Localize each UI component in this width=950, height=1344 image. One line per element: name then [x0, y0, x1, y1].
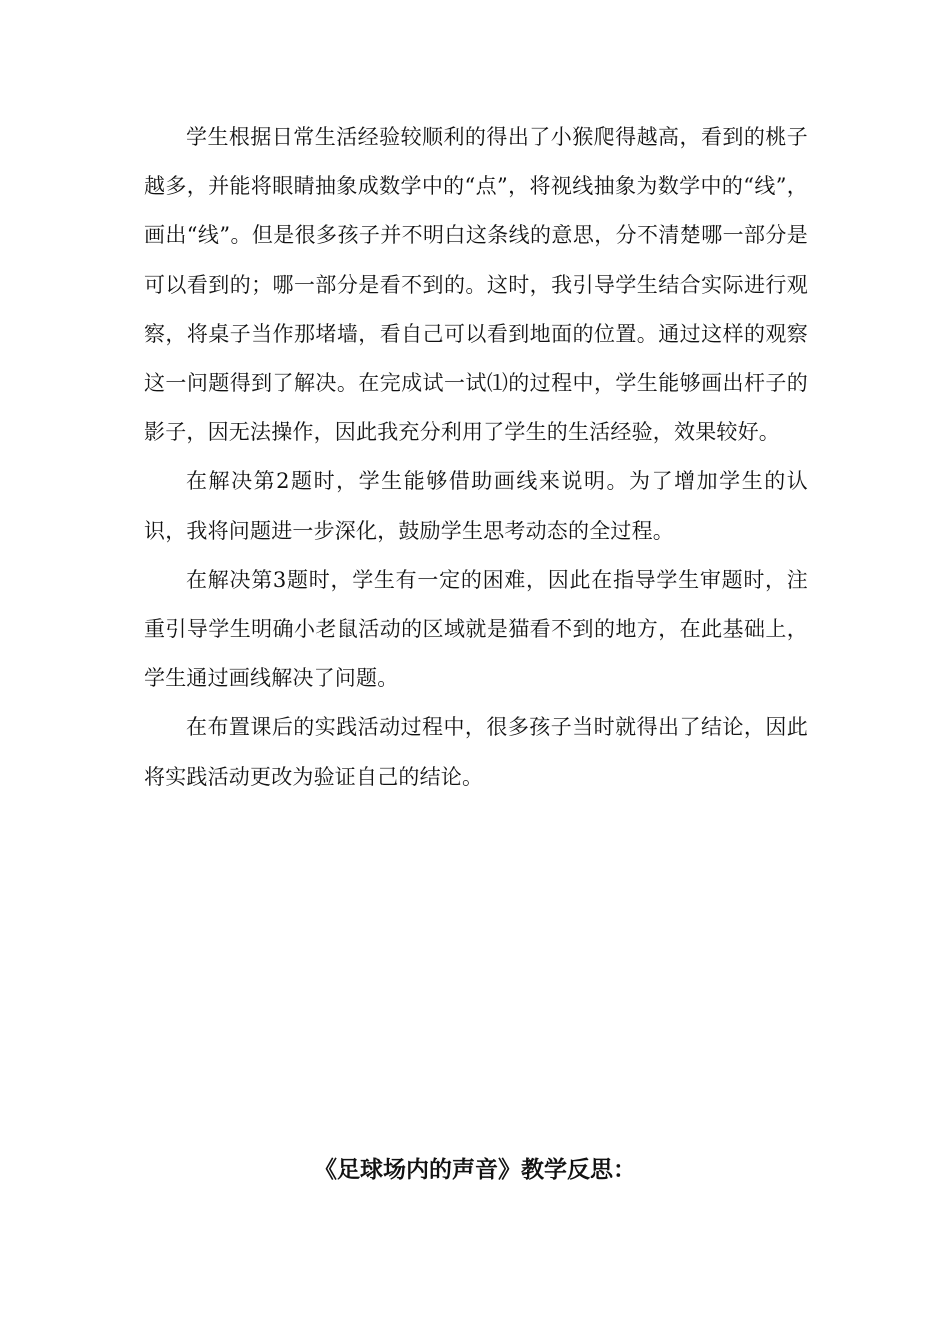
paragraph: 学生根据日常生活经验较顺利的得出了小猴爬得越高，看到的桃子越多，并能将眼睛抽象成数学中的“点”，将视线抽象为数学中的“线”，画出“线”。但是很多孩子并不明白这条线的意思，分不清楚哪一部分是可以看到的；哪一部分是看不到的。这时，我引导学生结合实际进行观察，将桌子当作那堵墙，看自己可以看到地面的位置。通过这样的观察这一问题得到了解决。在完成试一试⑴的过程中，学生能够画出杆子的影子，因无法操作，因此我充分利用了学生的生活经验，效果较好。 — [144, 125, 808, 445]
paragraph: 在解决第3题时，学生有一定的困难，因此在指导学生审题时，注重引导学生明确小老鼠活动的区域就是猫看不到的地方，在此基础上，学生通过画线解决了问题。 — [144, 567, 808, 691]
section-title: 《足球场内的声音》教学反思： — [314, 1156, 636, 1183]
body-text — [144, 113, 808, 802]
paragraph: 在解决第2题时，学生能够借助画线来说明。为了增加学生的认识，我将问题进一步深化，鼓励学生思考动态的全过程。 — [144, 469, 808, 543]
paragraph: 在布置课后的实践活动过程中，很多孩子当时就得出了结论，因此将实践活动更改为验证自己的结论。 — [144, 715, 808, 789]
